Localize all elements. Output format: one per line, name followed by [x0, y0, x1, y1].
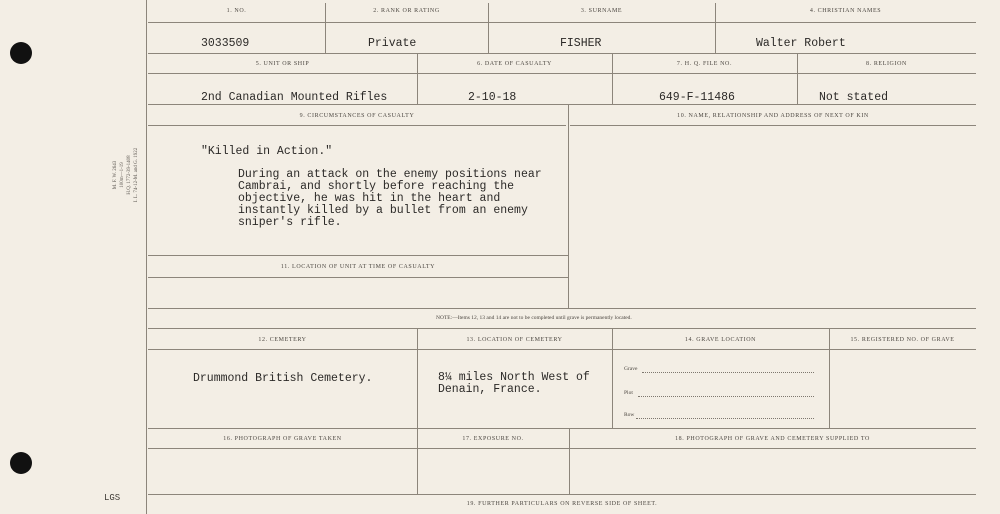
header-registered-no: 15. REGISTERED NO. OF GRAVE: [850, 337, 955, 343]
row2-bottom: [148, 104, 976, 105]
header-photo-taken: 16. PHOTOGRAPH OF GRAVE TAKEN: [223, 436, 342, 442]
hq-file-value: 649-F-11486: [659, 91, 735, 104]
header-circumstances: 9. CIRCUMSTANCES OF CASUALTY: [299, 113, 415, 119]
row-dots: [636, 418, 814, 419]
row5-bottom: [148, 494, 976, 495]
row3-bottom: [148, 308, 976, 309]
plot-label: Plot: [624, 390, 633, 396]
header-date: 6. DATE OF CASUALTY: [477, 61, 552, 67]
punch-hole-top: [10, 42, 32, 64]
circ-kin-div: [568, 104, 569, 308]
service-number: 3033509: [201, 37, 250, 50]
header-no: 1. NO.: [226, 8, 247, 14]
circumstances-text: During an attack on the enemy positions near Cambrai, and shortly before reaching the objective, he was hit in the heart and instantly killed by a bullet from an enemy sniper's rifle.: [238, 168, 542, 229]
header-grave-location: 14. GRAVE LOCATION: [684, 337, 757, 343]
header-religion: 8. RELIGION: [866, 61, 907, 67]
note-bottom: [148, 328, 976, 329]
margin-line: [146, 0, 147, 514]
header-next-of-kin: 10. NAME, RELATIONSHIP AND ADDRESS OF NEXT OF KIN: [677, 113, 869, 119]
note-text: NOTE:—Items 12, 13 and 14 are not to be completed until grave is permanently located.: [436, 315, 632, 321]
punch-hole-bottom: [10, 452, 32, 474]
row2-subline: [148, 73, 976, 74]
grave-dots: [642, 372, 814, 373]
plot-dots: [638, 396, 814, 397]
form-number: M. F. W. 2643 100m—1-19 H.Q. 1772-39-1408 I. L. 74-12-M. and G. 1922: [113, 147, 139, 203]
row4-div2: [612, 329, 613, 428]
row1-subline: [148, 22, 976, 23]
christian-names-value: Walter Robert: [756, 37, 846, 50]
header-location-unit: 11. LOCATION OF UNIT AT TIME OF CASUALTY: [280, 264, 436, 270]
religion-value: Not stated: [819, 91, 889, 104]
header-exposure: 17. EXPOSURE NO.: [462, 436, 524, 442]
header-further-particulars: 19. FURTHER PARTICULARS ON REVERSE SIDE OF SHEET.: [466, 501, 658, 507]
header-cemetery: 12. CEMETERY: [258, 337, 307, 343]
kin-subline: [570, 125, 976, 126]
photo-subline: [148, 448, 976, 449]
unit-value: 2nd Canadian Mounted Rifles: [201, 91, 388, 104]
date-value: 2-10-18: [468, 91, 517, 104]
circumstances-title: "Killed in Action.": [201, 145, 333, 158]
surname-value: FISHER: [560, 37, 602, 50]
header-rank: 2. RANK OR RATING: [373, 8, 440, 14]
cem-subline: [148, 349, 976, 350]
cemetery-value: Drummond British Cemetery.: [193, 372, 373, 385]
header-location-cemetery: 13. LOCATION OF CEMETERY: [466, 337, 563, 343]
row-label: Row: [624, 412, 635, 418]
row4-div3: [829, 329, 830, 428]
grave-label: Grave: [624, 366, 638, 372]
rank-value: Private: [368, 37, 417, 50]
header-surname: 3. SURNAME: [580, 8, 623, 14]
location-cemetery-value: 8¼ miles North West of Denain, France.: [438, 371, 590, 396]
header-christian-names: 4. CHRISTIAN NAMES: [809, 8, 882, 14]
header-unit: 5. UNIT OR SHIP: [255, 61, 310, 67]
loc-subline: [148, 277, 568, 278]
row4-bottom: [148, 428, 976, 429]
row4-div1: [417, 329, 418, 428]
header-hq-file: 7. H. Q. FILE NO.: [676, 61, 733, 67]
row1-bottom: [148, 53, 976, 54]
circ-bottom: [148, 255, 568, 256]
header-photo-supplied: 18. PHOTOGRAPH OF GRAVE AND CEMETERY SUPPLIED TO: [675, 436, 870, 442]
circ-subline: [148, 125, 566, 126]
initials: LGS: [104, 493, 121, 503]
